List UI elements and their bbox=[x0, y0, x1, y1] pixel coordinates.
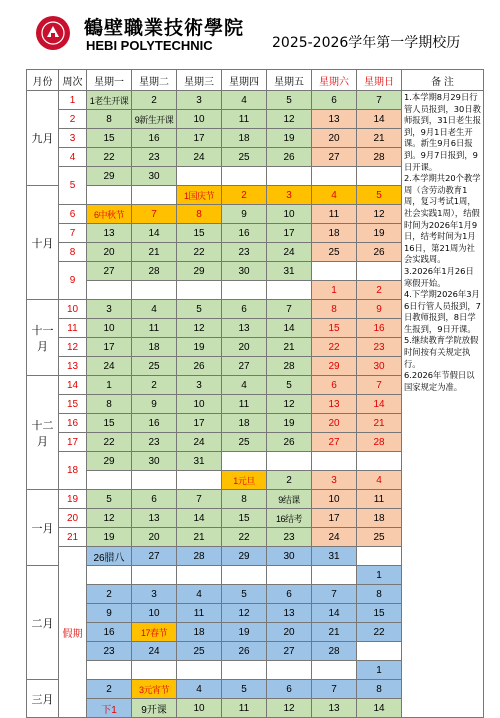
date-cell: 22 bbox=[222, 528, 267, 547]
date-cell: 8 bbox=[87, 395, 132, 414]
date-cell-holiday: 4 bbox=[312, 186, 357, 205]
empty-cell bbox=[177, 566, 222, 585]
date-cell: 23 bbox=[132, 148, 177, 167]
date-cell-vacation: 25 bbox=[177, 642, 222, 661]
date-cell: 10 bbox=[177, 395, 222, 414]
col-header-fri: 星期五 bbox=[267, 70, 312, 91]
date-cell-vacation: 29 bbox=[222, 547, 267, 566]
date-cell: 5 bbox=[267, 376, 312, 395]
date-cell: 11 bbox=[222, 699, 267, 718]
date-cell: 10 bbox=[177, 699, 222, 718]
date-cell: 18 bbox=[132, 338, 177, 357]
date-cell: 28 bbox=[357, 148, 402, 167]
date-cell-vacation: 11 bbox=[177, 604, 222, 623]
date-cell: 20 bbox=[87, 243, 132, 262]
date-cell: 3 bbox=[177, 376, 222, 395]
week-number: 12 bbox=[59, 338, 87, 357]
school-name-english: HEBI POLYTECHNIC bbox=[86, 38, 213, 53]
date-cell: 18 bbox=[357, 509, 402, 528]
col-header-sat: 星期六 bbox=[312, 70, 357, 91]
date-cell-vacation: 4 bbox=[177, 680, 222, 699]
date-cell: 30 bbox=[222, 262, 267, 281]
week-number: 21 bbox=[59, 528, 87, 547]
date-cell-vacation: 2 bbox=[87, 585, 132, 604]
date-cell-vacation: 9 bbox=[87, 604, 132, 623]
date-cell: 21 bbox=[267, 338, 312, 357]
empty-cell bbox=[312, 661, 357, 680]
date-cell: 19 bbox=[267, 414, 312, 433]
date-cell: 23 bbox=[222, 243, 267, 262]
date-cell: 21 bbox=[357, 129, 402, 148]
date-cell: 14 bbox=[357, 110, 402, 129]
date-cell: 4 bbox=[222, 91, 267, 110]
date-cell-vacation: 1 bbox=[357, 566, 402, 585]
school-name-chinese: 鶴壁職業技術學院 bbox=[84, 17, 245, 39]
date-cell-vacation: 19 bbox=[222, 623, 267, 642]
date-cell: 12 bbox=[267, 110, 312, 129]
date-cell: 28 bbox=[267, 357, 312, 376]
date-cell: 12 bbox=[87, 509, 132, 528]
notes-panel: 1.本学期8月29日行管人员报到，30日教师报到，31日老生报到，9月1日老生开课。新生9月6日报到。9月7日报到，9日开课。 2.本学期共20个教学周（含劳动教育1周，复习考试1周，社会实践1周），结假时间为2026年1月9日，结考时间为1月16日，第21周为社会实践周。 3.2026年1月26日寒假开始。 4.下学期2026年3月6日行管人员报到，7日教师报到，8日学生报到，9日开课。 5.继续教育学院放假时间按有关规定执行。 6.2026年节假日以国家规定为准。 bbox=[402, 91, 484, 718]
date-cell: 29 bbox=[177, 262, 222, 281]
week-number: 4 bbox=[59, 148, 87, 167]
date-cell: 6 bbox=[222, 300, 267, 319]
date-cell: 9 bbox=[132, 395, 177, 414]
date-cell: 29 bbox=[87, 167, 132, 186]
date-cell-vacation: 16 bbox=[87, 623, 132, 642]
date-cell: 22 bbox=[87, 433, 132, 452]
empty-cell bbox=[132, 186, 177, 205]
date-cell: 6 bbox=[312, 91, 357, 110]
date-cell: 20 bbox=[222, 338, 267, 357]
calendar-title: 2025-2026学年第一学期校历 bbox=[272, 35, 461, 51]
school-calendar-table bbox=[26, 69, 484, 718]
date-cell-vacation: 18 bbox=[177, 623, 222, 642]
date-cell: 20 bbox=[312, 414, 357, 433]
date-cell: 13 bbox=[312, 699, 357, 718]
date-cell: 10 bbox=[177, 110, 222, 129]
date-cell-vacation: 23 bbox=[87, 642, 132, 661]
empty-cell bbox=[222, 661, 267, 680]
date-cell: 13 bbox=[312, 395, 357, 414]
col-header-notes: 备 注 bbox=[402, 70, 484, 91]
empty-cell bbox=[87, 566, 132, 585]
week-number: 9 bbox=[59, 262, 87, 300]
date-cell: 22 bbox=[87, 148, 132, 167]
col-header-mon: 星期一 bbox=[87, 70, 132, 91]
date-cell: 15 bbox=[312, 319, 357, 338]
date-cell: 10 bbox=[267, 205, 312, 224]
date-cell: 15 bbox=[177, 224, 222, 243]
date-cell: 12 bbox=[177, 319, 222, 338]
date-cell: 27 bbox=[87, 262, 132, 281]
date-cell: 29 bbox=[312, 357, 357, 376]
empty-cell bbox=[87, 661, 132, 680]
date-cell-vacation: 15 bbox=[357, 604, 402, 623]
date-cell: 19 bbox=[357, 224, 402, 243]
date-cell: 12 bbox=[357, 205, 402, 224]
month-march: 三月 bbox=[27, 680, 59, 718]
date-cell: 24 bbox=[177, 148, 222, 167]
date-cell: 27 bbox=[312, 433, 357, 452]
date-cell-vacation: 30 bbox=[267, 547, 312, 566]
date-cell: 2 bbox=[132, 376, 177, 395]
week-number-next: 下1 bbox=[87, 699, 132, 718]
week-number: 19 bbox=[59, 490, 87, 509]
date-cell-vacation: 6 bbox=[267, 680, 312, 699]
date-cell: 5 bbox=[267, 91, 312, 110]
date-cell-vacation: 27 bbox=[267, 642, 312, 661]
date-cell-vacation: 8 bbox=[357, 680, 402, 699]
date-cell: 14 bbox=[357, 699, 402, 718]
date-cell: 17 bbox=[267, 224, 312, 243]
date-cell: 22 bbox=[312, 338, 357, 357]
date-cell: 24 bbox=[312, 528, 357, 547]
date-cell-holiday: 1国庆节 bbox=[177, 186, 222, 205]
date-cell: 18 bbox=[312, 224, 357, 243]
week-number: 5 bbox=[59, 167, 87, 205]
date-cell: 3 bbox=[312, 471, 357, 490]
date-cell-vacation: 8 bbox=[357, 585, 402, 604]
date-cell-vacation: 28 bbox=[177, 547, 222, 566]
date-cell: 25 bbox=[357, 528, 402, 547]
empty-cell bbox=[222, 167, 267, 186]
week-number: 3 bbox=[59, 129, 87, 148]
empty-cell bbox=[132, 471, 177, 490]
date-cell: 23 bbox=[132, 433, 177, 452]
date-cell: 19 bbox=[87, 528, 132, 547]
date-cell-vacation: 12 bbox=[222, 604, 267, 623]
date-cell: 28 bbox=[132, 262, 177, 281]
date-cell-vacation: 27 bbox=[132, 547, 177, 566]
date-cell-vacation: 2 bbox=[87, 680, 132, 699]
date-cell: 4 bbox=[222, 376, 267, 395]
week-number: 14 bbox=[59, 376, 87, 395]
date-cell: 5 bbox=[177, 300, 222, 319]
date-cell-vacation: 28 bbox=[312, 642, 357, 661]
date-cell: 5 bbox=[87, 490, 132, 509]
date-cell-holiday: 5 bbox=[357, 186, 402, 205]
date-cell-vacation: 31 bbox=[312, 547, 357, 566]
empty-cell bbox=[177, 471, 222, 490]
date-cell: 13 bbox=[312, 110, 357, 129]
date-cell-holiday: 1元旦 bbox=[222, 471, 267, 490]
date-cell: 15 bbox=[87, 129, 132, 148]
empty-cell bbox=[222, 452, 267, 471]
date-cell: 4 bbox=[132, 300, 177, 319]
date-cell: 14 bbox=[177, 509, 222, 528]
empty-cell bbox=[222, 566, 267, 585]
table-header-row bbox=[27, 70, 484, 91]
date-cell: 16 bbox=[132, 414, 177, 433]
date-cell: 12 bbox=[267, 395, 312, 414]
date-cell: 8 bbox=[87, 110, 132, 129]
week-number: 7 bbox=[59, 224, 87, 243]
week-number: 1 bbox=[59, 91, 87, 110]
empty-cell bbox=[357, 452, 402, 471]
date-cell: 24 bbox=[87, 357, 132, 376]
date-cell-vacation: 22 bbox=[357, 623, 402, 642]
date-cell: 23 bbox=[357, 338, 402, 357]
date-cell-vacation: 5 bbox=[222, 680, 267, 699]
col-header-tue: 星期二 bbox=[132, 70, 177, 91]
date-cell: 11 bbox=[132, 319, 177, 338]
date-cell-vacation: 13 bbox=[267, 604, 312, 623]
logo-emblem-icon bbox=[36, 16, 70, 50]
month-december: 十二月 bbox=[27, 376, 59, 490]
date-cell-vacation: 10 bbox=[132, 604, 177, 623]
date-cell: 22 bbox=[177, 243, 222, 262]
date-cell: 20 bbox=[132, 528, 177, 547]
date-cell: 31 bbox=[177, 452, 222, 471]
date-cell: 17 bbox=[177, 129, 222, 148]
date-cell: 1 bbox=[87, 376, 132, 395]
date-cell: 9开课 bbox=[132, 699, 177, 718]
date-cell: 13 bbox=[222, 319, 267, 338]
date-cell: 11 bbox=[312, 205, 357, 224]
date-cell-vacation: 5 bbox=[222, 585, 267, 604]
date-cell: 2 bbox=[357, 281, 402, 300]
empty-cell bbox=[132, 661, 177, 680]
empty-cell bbox=[312, 262, 357, 281]
empty-cell bbox=[267, 452, 312, 471]
empty-cell bbox=[357, 642, 402, 661]
empty-cell bbox=[267, 566, 312, 585]
empty-cell bbox=[312, 167, 357, 186]
date-cell-holiday: 6中秋节 bbox=[87, 205, 132, 224]
week-number: 8 bbox=[59, 243, 87, 262]
empty-cell bbox=[87, 471, 132, 490]
date-cell: 17 bbox=[312, 509, 357, 528]
date-cell: 17 bbox=[177, 414, 222, 433]
empty-cell bbox=[267, 281, 312, 300]
table-row bbox=[27, 91, 484, 110]
week-number: 18 bbox=[59, 452, 87, 490]
date-cell: 7 bbox=[177, 490, 222, 509]
date-cell: 8 bbox=[312, 300, 357, 319]
date-cell: 14 bbox=[357, 395, 402, 414]
date-cell: 16 bbox=[222, 224, 267, 243]
month-september: 九月 bbox=[27, 91, 59, 186]
date-cell: 10 bbox=[87, 319, 132, 338]
date-cell: 25 bbox=[312, 243, 357, 262]
empty-cell bbox=[177, 661, 222, 680]
date-cell: 21 bbox=[357, 414, 402, 433]
date-cell: 27 bbox=[312, 148, 357, 167]
date-cell: 9结课 bbox=[267, 490, 312, 509]
week-number: 11 bbox=[59, 319, 87, 338]
date-cell: 28 bbox=[357, 433, 402, 452]
date-cell-holiday: 3元宵节 bbox=[132, 680, 177, 699]
date-cell: 18 bbox=[222, 414, 267, 433]
col-header-wed: 星期三 bbox=[177, 70, 222, 91]
empty-cell bbox=[312, 566, 357, 585]
month-january: 一月 bbox=[27, 490, 59, 566]
date-cell-vacation: 7 bbox=[312, 585, 357, 604]
date-cell: 16结考 bbox=[267, 509, 312, 528]
date-cell: 12 bbox=[267, 699, 312, 718]
date-cell-vacation: 3 bbox=[132, 585, 177, 604]
date-cell: 9 bbox=[222, 205, 267, 224]
date-cell: 7 bbox=[357, 91, 402, 110]
date-cell: 6 bbox=[312, 376, 357, 395]
date-cell-holiday: 2 bbox=[222, 186, 267, 205]
date-cell-vacation: 26腊八 bbox=[87, 547, 132, 566]
date-cell-vacation: 6 bbox=[267, 585, 312, 604]
date-cell: 13 bbox=[87, 224, 132, 243]
date-cell-holiday: 7 bbox=[132, 205, 177, 224]
school-logo bbox=[36, 16, 70, 50]
date-cell: 30 bbox=[132, 452, 177, 471]
empty-cell bbox=[357, 547, 402, 566]
date-cell-vacation: 21 bbox=[312, 623, 357, 642]
date-cell: 6 bbox=[132, 490, 177, 509]
header bbox=[0, 0, 500, 66]
date-cell-vacation: 20 bbox=[267, 623, 312, 642]
week-number: 20 bbox=[59, 509, 87, 528]
week-number: 10 bbox=[59, 300, 87, 319]
date-cell: 23 bbox=[267, 528, 312, 547]
date-cell-vacation: 26 bbox=[222, 642, 267, 661]
date-cell: 16 bbox=[132, 129, 177, 148]
date-cell: 20 bbox=[312, 129, 357, 148]
date-cell: 24 bbox=[267, 243, 312, 262]
empty-cell bbox=[267, 167, 312, 186]
empty-cell bbox=[357, 262, 402, 281]
date-cell-vacation: 24 bbox=[132, 642, 177, 661]
date-cell: 10 bbox=[312, 490, 357, 509]
date-cell: 19 bbox=[177, 338, 222, 357]
empty-cell bbox=[267, 661, 312, 680]
date-cell-vacation: 4 bbox=[177, 585, 222, 604]
date-cell: 11 bbox=[222, 395, 267, 414]
date-cell: 26 bbox=[357, 243, 402, 262]
date-cell: 29 bbox=[87, 452, 132, 471]
date-cell: 30 bbox=[357, 357, 402, 376]
week-number-vacation: 假期 bbox=[59, 547, 87, 718]
date-cell: 7 bbox=[357, 376, 402, 395]
date-cell: 9新生开课 bbox=[132, 110, 177, 129]
week-number: 15 bbox=[59, 395, 87, 414]
date-cell-holiday: 3 bbox=[267, 186, 312, 205]
col-header-month: 月份 bbox=[27, 70, 59, 91]
date-cell: 15 bbox=[222, 509, 267, 528]
date-cell: 14 bbox=[132, 224, 177, 243]
date-cell: 19 bbox=[267, 129, 312, 148]
date-cell: 26 bbox=[267, 433, 312, 452]
date-cell: 3 bbox=[177, 91, 222, 110]
col-header-week: 周次 bbox=[59, 70, 87, 91]
date-cell: 8 bbox=[222, 490, 267, 509]
date-cell: 2 bbox=[132, 91, 177, 110]
date-cell: 21 bbox=[177, 528, 222, 547]
date-cell-vacation: 14 bbox=[312, 604, 357, 623]
date-cell-holiday: 8 bbox=[177, 205, 222, 224]
week-number: 6 bbox=[59, 205, 87, 224]
empty-cell bbox=[177, 281, 222, 300]
date-cell: 1老生开课 bbox=[87, 91, 132, 110]
date-cell: 18 bbox=[222, 129, 267, 148]
date-cell: 21 bbox=[132, 243, 177, 262]
empty-cell bbox=[177, 167, 222, 186]
date-cell: 25 bbox=[132, 357, 177, 376]
date-cell: 25 bbox=[222, 148, 267, 167]
date-cell: 31 bbox=[267, 262, 312, 281]
date-cell: 7 bbox=[267, 300, 312, 319]
date-cell-vacation: 1 bbox=[357, 661, 402, 680]
date-cell: 9 bbox=[357, 300, 402, 319]
empty-cell bbox=[132, 566, 177, 585]
week-number: 16 bbox=[59, 414, 87, 433]
date-cell-holiday: 17春节 bbox=[132, 623, 177, 642]
date-cell: 17 bbox=[87, 338, 132, 357]
date-cell: 4 bbox=[357, 471, 402, 490]
date-cell: 13 bbox=[132, 509, 177, 528]
date-cell: 25 bbox=[222, 433, 267, 452]
empty-cell bbox=[312, 452, 357, 471]
date-cell: 26 bbox=[267, 148, 312, 167]
date-cell: 15 bbox=[87, 414, 132, 433]
col-header-thu: 星期四 bbox=[222, 70, 267, 91]
date-cell: 2 bbox=[267, 471, 312, 490]
week-number: 13 bbox=[59, 357, 87, 376]
empty-cell bbox=[87, 186, 132, 205]
date-cell: 24 bbox=[177, 433, 222, 452]
date-cell: 14 bbox=[267, 319, 312, 338]
date-cell: 11 bbox=[357, 490, 402, 509]
date-cell: 11 bbox=[222, 110, 267, 129]
date-cell: 1 bbox=[312, 281, 357, 300]
empty-cell bbox=[357, 167, 402, 186]
date-cell: 30 bbox=[132, 167, 177, 186]
empty-cell bbox=[222, 281, 267, 300]
month-february: 二月 bbox=[27, 566, 59, 680]
date-cell: 3 bbox=[87, 300, 132, 319]
month-october: 十月 bbox=[27, 186, 59, 300]
date-cell-vacation: 7 bbox=[312, 680, 357, 699]
date-cell: 26 bbox=[177, 357, 222, 376]
empty-cell bbox=[87, 281, 132, 300]
month-november: 十一月 bbox=[27, 300, 59, 376]
week-number: 17 bbox=[59, 433, 87, 452]
col-header-sun: 星期日 bbox=[357, 70, 402, 91]
empty-cell bbox=[132, 281, 177, 300]
week-number: 2 bbox=[59, 110, 87, 129]
date-cell: 27 bbox=[222, 357, 267, 376]
date-cell: 16 bbox=[357, 319, 402, 338]
